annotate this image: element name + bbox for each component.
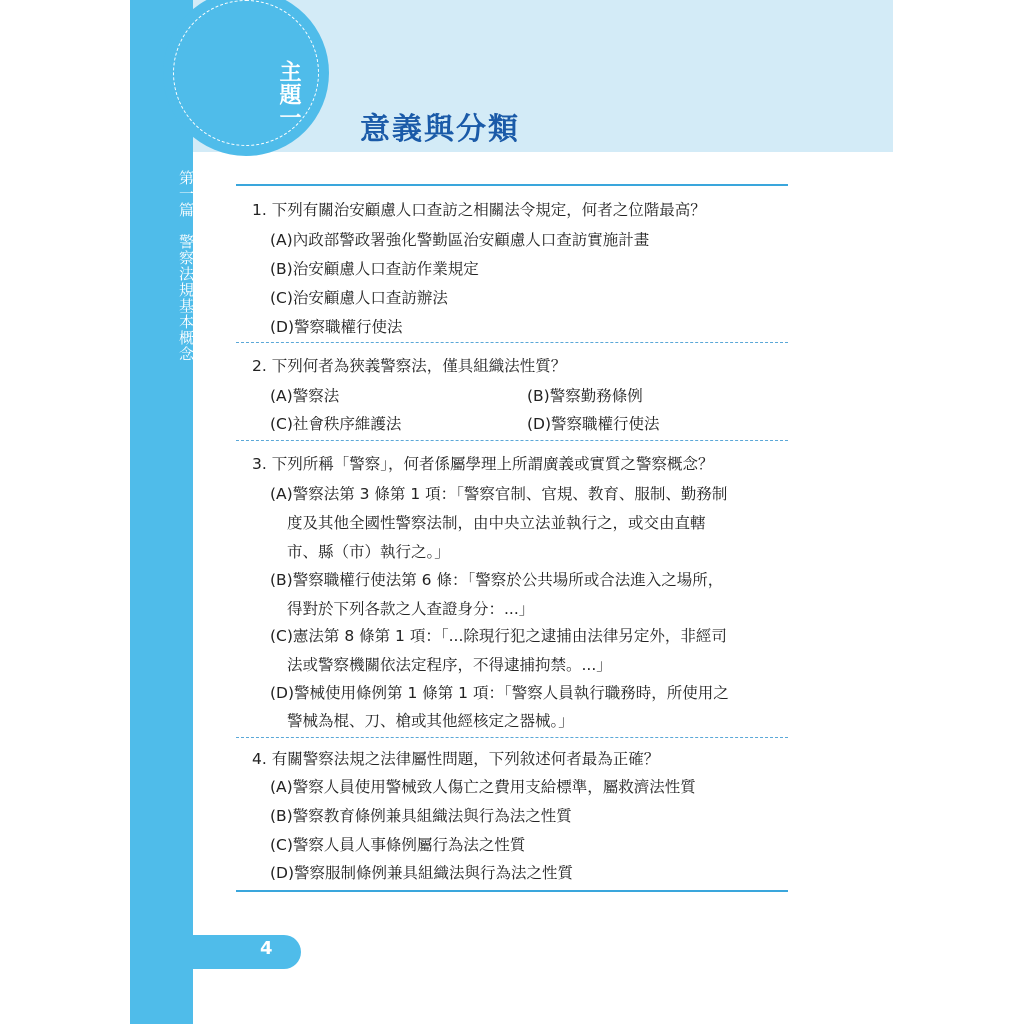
answer-option: (B)治安顧慮人口查訪作業規定 — [270, 260, 479, 278]
question-stem: 1. 下列有關治安顧慮人口查訪之相關法令規定，何者之位階最高？ — [252, 201, 706, 219]
part-title: 第一篇 警察法規基本概念 — [177, 170, 195, 362]
answer-option-continued: 警械為棍、刀、槍或其他經核定之器械。」 — [287, 712, 574, 730]
top-rule — [236, 184, 788, 186]
question-stem: 4. 有關警察法規之法律屬性問題，下列敘述何者最為正確？ — [252, 750, 660, 768]
bottom-rule — [236, 890, 788, 892]
answer-option-continued: 市、縣（市）執行之。」 — [287, 543, 450, 561]
divider — [236, 737, 788, 738]
side-strip — [130, 0, 193, 1024]
question-stem: 2. 下列何者為狹義警察法，僅具組織法性質？ — [252, 357, 567, 375]
topic-label: 主題一 — [276, 60, 301, 129]
page-number: 4 — [260, 938, 273, 959]
divider — [236, 342, 788, 343]
answer-option: (D)警察職權行使法 — [527, 415, 660, 433]
answer-option: (A)警察人員使用警械致人傷亡之費用支給標準，屬救濟法性質 — [270, 778, 696, 796]
answer-option: (D)警察職權行使法 — [270, 318, 403, 336]
answer-option-continued: 法或警察機關依法定程序，不得逮捕拘禁。...」 — [287, 656, 612, 674]
divider — [236, 440, 788, 441]
page-number-tab — [193, 935, 301, 969]
answer-option: (C)憲法第 8 條第 1 項：「...除現行犯之逮捕由法律另定外，非經司 — [270, 627, 727, 645]
answer-option: (D)警械使用條例第 1 條第 1 項：「警察人員執行職務時，所使用之 — [270, 684, 729, 702]
answer-option: (A)內政部警政署強化警勤區治安顧慮人口查訪實施計畫 — [270, 231, 650, 249]
answer-option: (C)社會秩序維護法 — [270, 415, 402, 433]
answer-option: (B)警察教育條例兼具組織法與行為法之性質 — [270, 807, 572, 825]
answer-option: (B)警察勤務條例 — [527, 387, 643, 405]
answer-option: (C)警察人員人事條例屬行為法之性質 — [270, 836, 526, 854]
answer-option: (A)警察法 — [270, 387, 340, 405]
answer-option: (C)治安顧慮人口查訪辦法 — [270, 289, 448, 307]
page-title: 意義與分類 — [360, 112, 520, 147]
answer-option-continued: 度及其他全國性警察法制，由中央立法並執行之，或交由直轄 — [287, 514, 706, 532]
answer-option: (D)警察服制條例兼具組織法與行為法之性質 — [270, 864, 574, 882]
answer-option: (B)警察職權行使法第 6 條：「警察於公共場所或合法進入之場所， — [270, 571, 724, 589]
question-stem: 3. 下列所稱「警察」，何者係屬學理上所謂廣義或實質之警察概念？ — [252, 455, 714, 473]
answer-option-continued: 得對於下列各款之人查證身分：...」 — [287, 600, 535, 618]
answer-option: (A)警察法第 3 條第 1 項：「警察官制、官規、教育、服制、勤務制 — [270, 485, 728, 503]
